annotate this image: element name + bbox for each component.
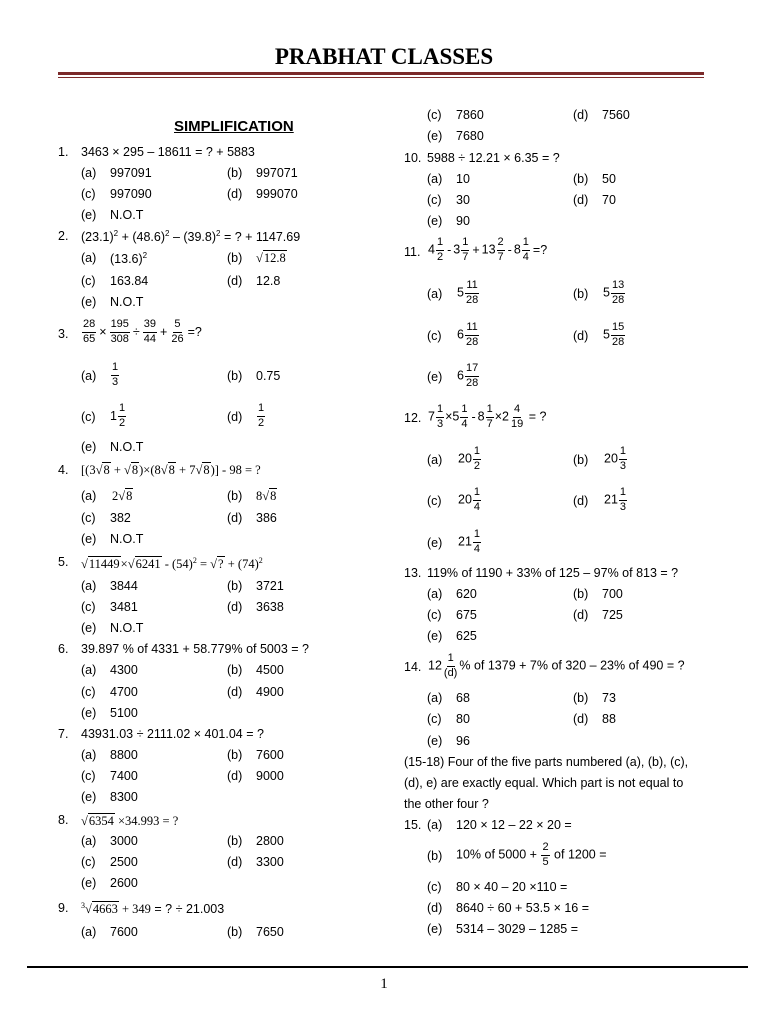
option-label: (d) (573, 193, 589, 207)
option-value: 163.84 (110, 274, 149, 288)
option-label: (d) (227, 274, 243, 288)
option-value: √12.8 (256, 251, 286, 265)
option-label: (b) (227, 748, 243, 762)
option-value: 7600 (110, 925, 138, 939)
option-value: N.O.T (110, 621, 144, 635)
option-label: (a) (427, 453, 443, 467)
option-value: 50 (602, 172, 616, 186)
question-number: 5. (58, 555, 69, 569)
option-label: (c) (81, 600, 96, 614)
option-value: 8800 (110, 748, 138, 762)
option-label: (c) (427, 193, 442, 207)
option-label: (a) (427, 287, 443, 301)
option-value: 5 $\frac{15}{28}$ (603, 321, 625, 348)
option-label: (d) (227, 855, 243, 869)
option-value: 2600 (110, 876, 138, 890)
option-label: (d) (427, 901, 443, 915)
option-label: (a) (427, 587, 443, 601)
option-label: (e) (81, 532, 97, 546)
option-label: (d) (573, 494, 589, 508)
option-label: (d) (227, 511, 243, 525)
option-label: (b) (227, 663, 243, 677)
question-expression: [(3√8 + √8)×(8√8 + 7√8)] - 98 = ? (81, 463, 261, 477)
option-value: $\frac{1}{3}$ (112, 361, 119, 388)
option-value: 20 $\frac{1}{3}$ (604, 445, 627, 472)
option-value: 73 (602, 691, 616, 705)
option-label: (e) (427, 629, 443, 643)
option-label: (b) (227, 834, 243, 848)
question-text: 39.897 % of 4331 + 58.779% of 5003 = ? (81, 642, 309, 656)
section-title: SIMPLIFICATION (174, 118, 294, 135)
option-value: 7860 (456, 108, 484, 122)
option-label: (e) (427, 129, 443, 143)
question-number: 11. (404, 245, 421, 259)
option-label: (b) (573, 172, 589, 186)
option-value: 7600 (256, 748, 284, 762)
option-value: 2800 (256, 834, 284, 848)
question-expression: 12 $\frac{1}{(d)}$ % of 1379 + 7% of 320 – 23% of 490 = ? (428, 652, 685, 679)
option-value: 96 (456, 734, 470, 748)
option-label: (b) (573, 287, 589, 301)
option-label: (d) (227, 600, 243, 614)
option-label: (e) (81, 621, 97, 635)
option-label: (b) (573, 691, 589, 705)
option-value: 5 $\frac{11}{28}$ (457, 279, 479, 306)
question-number: 6. (58, 642, 69, 656)
option-value: 68 (456, 691, 470, 705)
header-rule-thick (58, 72, 704, 75)
option-value: 7650 (256, 925, 284, 939)
option-label: (e) (427, 922, 443, 936)
option-label: (c) (81, 410, 96, 424)
option-value: N.O.T (110, 532, 144, 546)
option-label: (d) (573, 108, 589, 122)
instruction-line: (15-18) Four of the five parts numbered (a), (b), (c), (404, 755, 689, 769)
option-value: 21 $\frac{1}{3}$ (604, 486, 627, 513)
question-text: 119% of 1190 + 33% of 125 – 97% of 813 = ? (427, 566, 679, 580)
option-label: (a) (81, 834, 97, 848)
option-value: 0.75 (256, 369, 281, 383)
option-value: 3481 (110, 600, 138, 614)
question-expression: $√11449\times√6241 - (54)^2$ = √? + $(74)^2$ (81, 556, 263, 572)
option-label: (a) (427, 172, 443, 186)
option-label: (d) (573, 712, 589, 726)
instruction-line: the other four ? (404, 797, 489, 811)
option-value: 21 $\frac{1}{4}$ (458, 528, 481, 555)
question-expression: 4 $\frac{1}{2}$ - 3 $\frac{1}{7}$ + 13 $\frac{2}{7}$ - 8 $\frac{1}{4}$ =? (428, 236, 548, 263)
option-value: 3000 (110, 834, 138, 848)
option-label: (a) (81, 663, 97, 677)
option-value: 3638 (256, 600, 284, 614)
option-value: 4900 (256, 685, 284, 699)
option-label: (c) (427, 608, 442, 622)
option-label: (e) (81, 790, 97, 804)
question-number: 15. (404, 818, 422, 832)
option-value: 4700 (110, 685, 138, 699)
option-label: (a) (81, 579, 97, 593)
option-label: (c) (81, 769, 96, 783)
option-value: 625 (456, 629, 477, 643)
question-number: 1. (58, 145, 69, 159)
option-label: (e) (427, 214, 443, 228)
option-value: 3300 (256, 855, 284, 869)
question-text: 3463 × 295 – 18611 = ? + 5883 (81, 145, 255, 159)
option-value: 5 $\frac{13}{28}$ (603, 279, 625, 306)
option-value: 6 $\frac{11}{28}$ (457, 321, 479, 348)
option-label: (e) (427, 734, 443, 748)
question-text: 43931.03 ÷ 2111.02 × 401.04 = ? (81, 727, 264, 741)
question-expression: 7 $\frac{1}{3}$ ×5 $\frac{1}{4}$ - 8 $\frac{1}{7}$ ×2 $\frac{4}{19}$ = ? (428, 403, 547, 430)
question-expression: $^3$√4663 + 349 = ? ÷ 21.003 (81, 901, 225, 917)
option-label: (d) (227, 769, 243, 783)
option-label: (b) (573, 587, 589, 601)
option-value: 700 (602, 587, 623, 601)
option-value: N.O.T (110, 440, 144, 454)
option-value: 2500 (110, 855, 138, 869)
option-label: (b) (227, 251, 243, 265)
question-text: 5988 ÷ 12.21 × 6.35 = ? (427, 151, 560, 165)
option-value: 7560 (602, 108, 630, 122)
option-label: (d) (227, 187, 243, 201)
option-value: N.O.T (110, 208, 144, 222)
option-label: (e) (81, 295, 97, 309)
question-number: 2. (58, 229, 69, 243)
question-number: 13. (404, 566, 422, 580)
option-label: (b) (227, 579, 243, 593)
option-value: N.O.T (110, 295, 144, 309)
option-label: (e) (81, 876, 97, 890)
question-number: 10. (404, 151, 422, 165)
option-label: (a) (427, 691, 443, 705)
option-value: 20 $\frac{1}{2}$ (458, 445, 481, 472)
option-value: 70 (602, 193, 616, 207)
option-value: 8300 (110, 790, 138, 804)
option-value: 12.8 (256, 274, 281, 288)
option-value: 675 (456, 608, 477, 622)
option-label: (c) (427, 494, 442, 508)
question-number: 7. (58, 727, 69, 741)
option-value: 9000 (256, 769, 284, 783)
option-value: 3721 (256, 579, 284, 593)
option-label: (a) (81, 369, 97, 383)
header-rule-thin (58, 77, 704, 78)
option-label: (c) (427, 329, 442, 343)
option-label: (a) (427, 818, 443, 832)
question-number: 9. (58, 901, 69, 915)
option-value: 999070 (256, 187, 298, 201)
option-label: (c) (427, 880, 442, 894)
option-value: 7400 (110, 769, 138, 783)
page-header-title: PRABHAT CLASSES (274, 44, 494, 69)
option-label: (b) (427, 849, 443, 863)
option-value: 382 (110, 511, 131, 525)
question-number: 3. (58, 327, 69, 341)
option-value: 20 $\frac{1}{4}$ (458, 486, 481, 513)
option-value: 30 (456, 193, 470, 207)
option-value: 997090 (110, 187, 152, 201)
option-value: 4300 (110, 663, 138, 677)
option-label: (c) (81, 274, 96, 288)
option-value: 8640 ÷ 60 + 53.5 × 16 = (456, 901, 590, 915)
option-label: (d) (573, 329, 589, 343)
option-value: 120 × 12 – 22 × 20 = (456, 818, 572, 832)
option-value: 4500 (256, 663, 284, 677)
option-label: (e) (427, 536, 443, 550)
option-value: 1 $\frac{1}{2}$ (110, 402, 126, 429)
option-label: (a) (81, 166, 97, 180)
option-value: 5314 – 3029 – 1285 = (456, 922, 578, 936)
question-number: 12. (404, 411, 422, 425)
question-expression: √6354 ×34.993 = ? (81, 814, 179, 828)
option-value: 5100 (110, 706, 138, 720)
footer-rule (27, 966, 748, 968)
option-label: (c) (81, 685, 96, 699)
option-label: (c) (81, 511, 96, 525)
option-label: (e) (81, 706, 97, 720)
option-value: 725 (602, 608, 623, 622)
option-label: (c) (427, 108, 442, 122)
page-number: 1 (380, 976, 388, 992)
option-value: 80 (456, 712, 470, 726)
question-number: 14. (404, 660, 422, 674)
option-value: $\frac{1}{2}$ (258, 402, 265, 429)
option-label: (c) (427, 712, 442, 726)
question-number: 4. (58, 463, 69, 477)
option-label: (b) (227, 166, 243, 180)
option-value: 10 (456, 172, 470, 186)
option-value: 80 × 40 – 20 ×110 = (456, 880, 568, 894)
option-label: (e) (81, 440, 97, 454)
option-label: (e) (81, 208, 97, 222)
option-value: $(13.6)^2$ (110, 251, 148, 267)
question-number: 8. (58, 813, 69, 827)
option-label: (a) (81, 251, 97, 265)
option-value: 90 (456, 214, 470, 228)
option-label: (d) (227, 410, 243, 424)
option-label: (a) (81, 489, 97, 503)
option-label: (b) (227, 489, 243, 503)
option-value: 3844 (110, 579, 138, 593)
option-label: (d) (227, 685, 243, 699)
question-expression: $\frac{28}{65}$ × $\frac{195}{308}$ ÷ $\frac{39}{44}$ + $\frac{5}{26}$ =? (83, 318, 202, 345)
option-value: 2√8 (112, 489, 133, 503)
option-label: (a) (81, 748, 97, 762)
option-value: 8√8 (256, 489, 277, 503)
instruction-line: (d), e) are exactly equal. Which part is not equal to (404, 776, 684, 790)
option-value: 997091 (110, 166, 152, 180)
option-label: (e) (427, 370, 443, 384)
question-text: $(23.1)^2 + (48.6)^2 - (39.8)^2$ = ? + 1147.69 (81, 229, 301, 245)
option-label: (b) (227, 925, 243, 939)
option-label: (b) (227, 369, 243, 383)
option-label: (a) (81, 925, 97, 939)
option-value: 88 (602, 712, 616, 726)
option-value: 7680 (456, 129, 484, 143)
option-value: 620 (456, 587, 477, 601)
option-value: 386 (256, 511, 277, 525)
option-value: 10% of 5000 + $\frac{2}{5}$ of 1200 = (456, 841, 607, 868)
option-label: (c) (81, 855, 96, 869)
option-label: (d) (573, 608, 589, 622)
option-label: (c) (81, 187, 96, 201)
option-value: 6 $\frac{17}{28}$ (457, 362, 479, 389)
option-label: (b) (573, 453, 589, 467)
option-value: 997071 (256, 166, 298, 180)
